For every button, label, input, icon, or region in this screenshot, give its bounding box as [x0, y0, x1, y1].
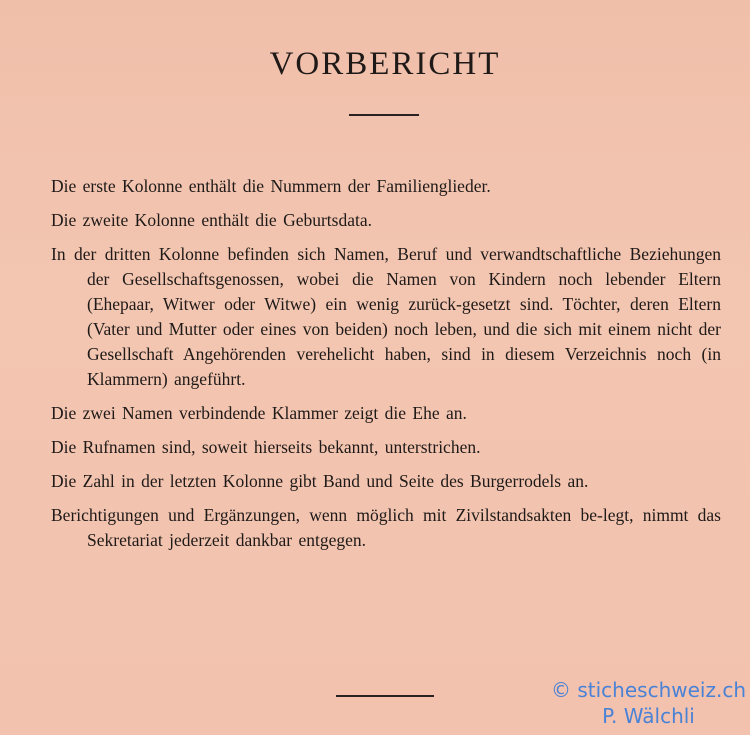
paragraph-4: Die zwei Namen verbindende Klammer zeigt die Ehe an. [51, 403, 467, 423]
paragraph-5: Die Rufnamen sind, soweit hierseits bekannt, unterstrichen. [51, 437, 481, 457]
title-divider [349, 114, 419, 116]
paragraph-7: Berichtigungen und Ergänzungen, wenn möglich mit Zivilstandsakten be-legt, nimmt das Sekretariat jederzeit dankbar entgegen. [51, 505, 721, 550]
document-body [51, 174, 721, 562]
watermark-author: P. Wälchli [602, 704, 695, 728]
paragraph-2: Die zweite Kolonne enthält die Geburtsdata. [51, 210, 373, 230]
paragraph-6: Die Zahl in der letzten Kolonne gibt Band und Seite des Burgerrodels an. [51, 471, 589, 491]
copyright-watermark [551, 677, 746, 729]
paragraph-3: In der dritten Kolonne befinden sich Namen, Beruf und verwandtschaftliche Beziehungen der Gesellschaftsgenossen, wobei die Namen von Kindern noch lebender Eltern (Ehepaar, Witwer oder Witwe) ein wenig zurück-gesetzt sind. Töchter, deren Eltern (Vater und Mutter oder eines von beiden) noch leben, und die sich mit einem nicht der Gesellschaft Angehörenden verehelicht haben, sind in diesem Verzeichnis noch (in Klammern) angeführt. [51, 244, 721, 389]
paragraph-1: Die erste Kolonne enthält die Nummern der Familienglieder. [51, 176, 491, 196]
page-title: VORBERICHT [269, 46, 501, 82]
footer-divider [336, 695, 434, 697]
watermark-site: © sticheschweiz.ch [551, 678, 746, 702]
